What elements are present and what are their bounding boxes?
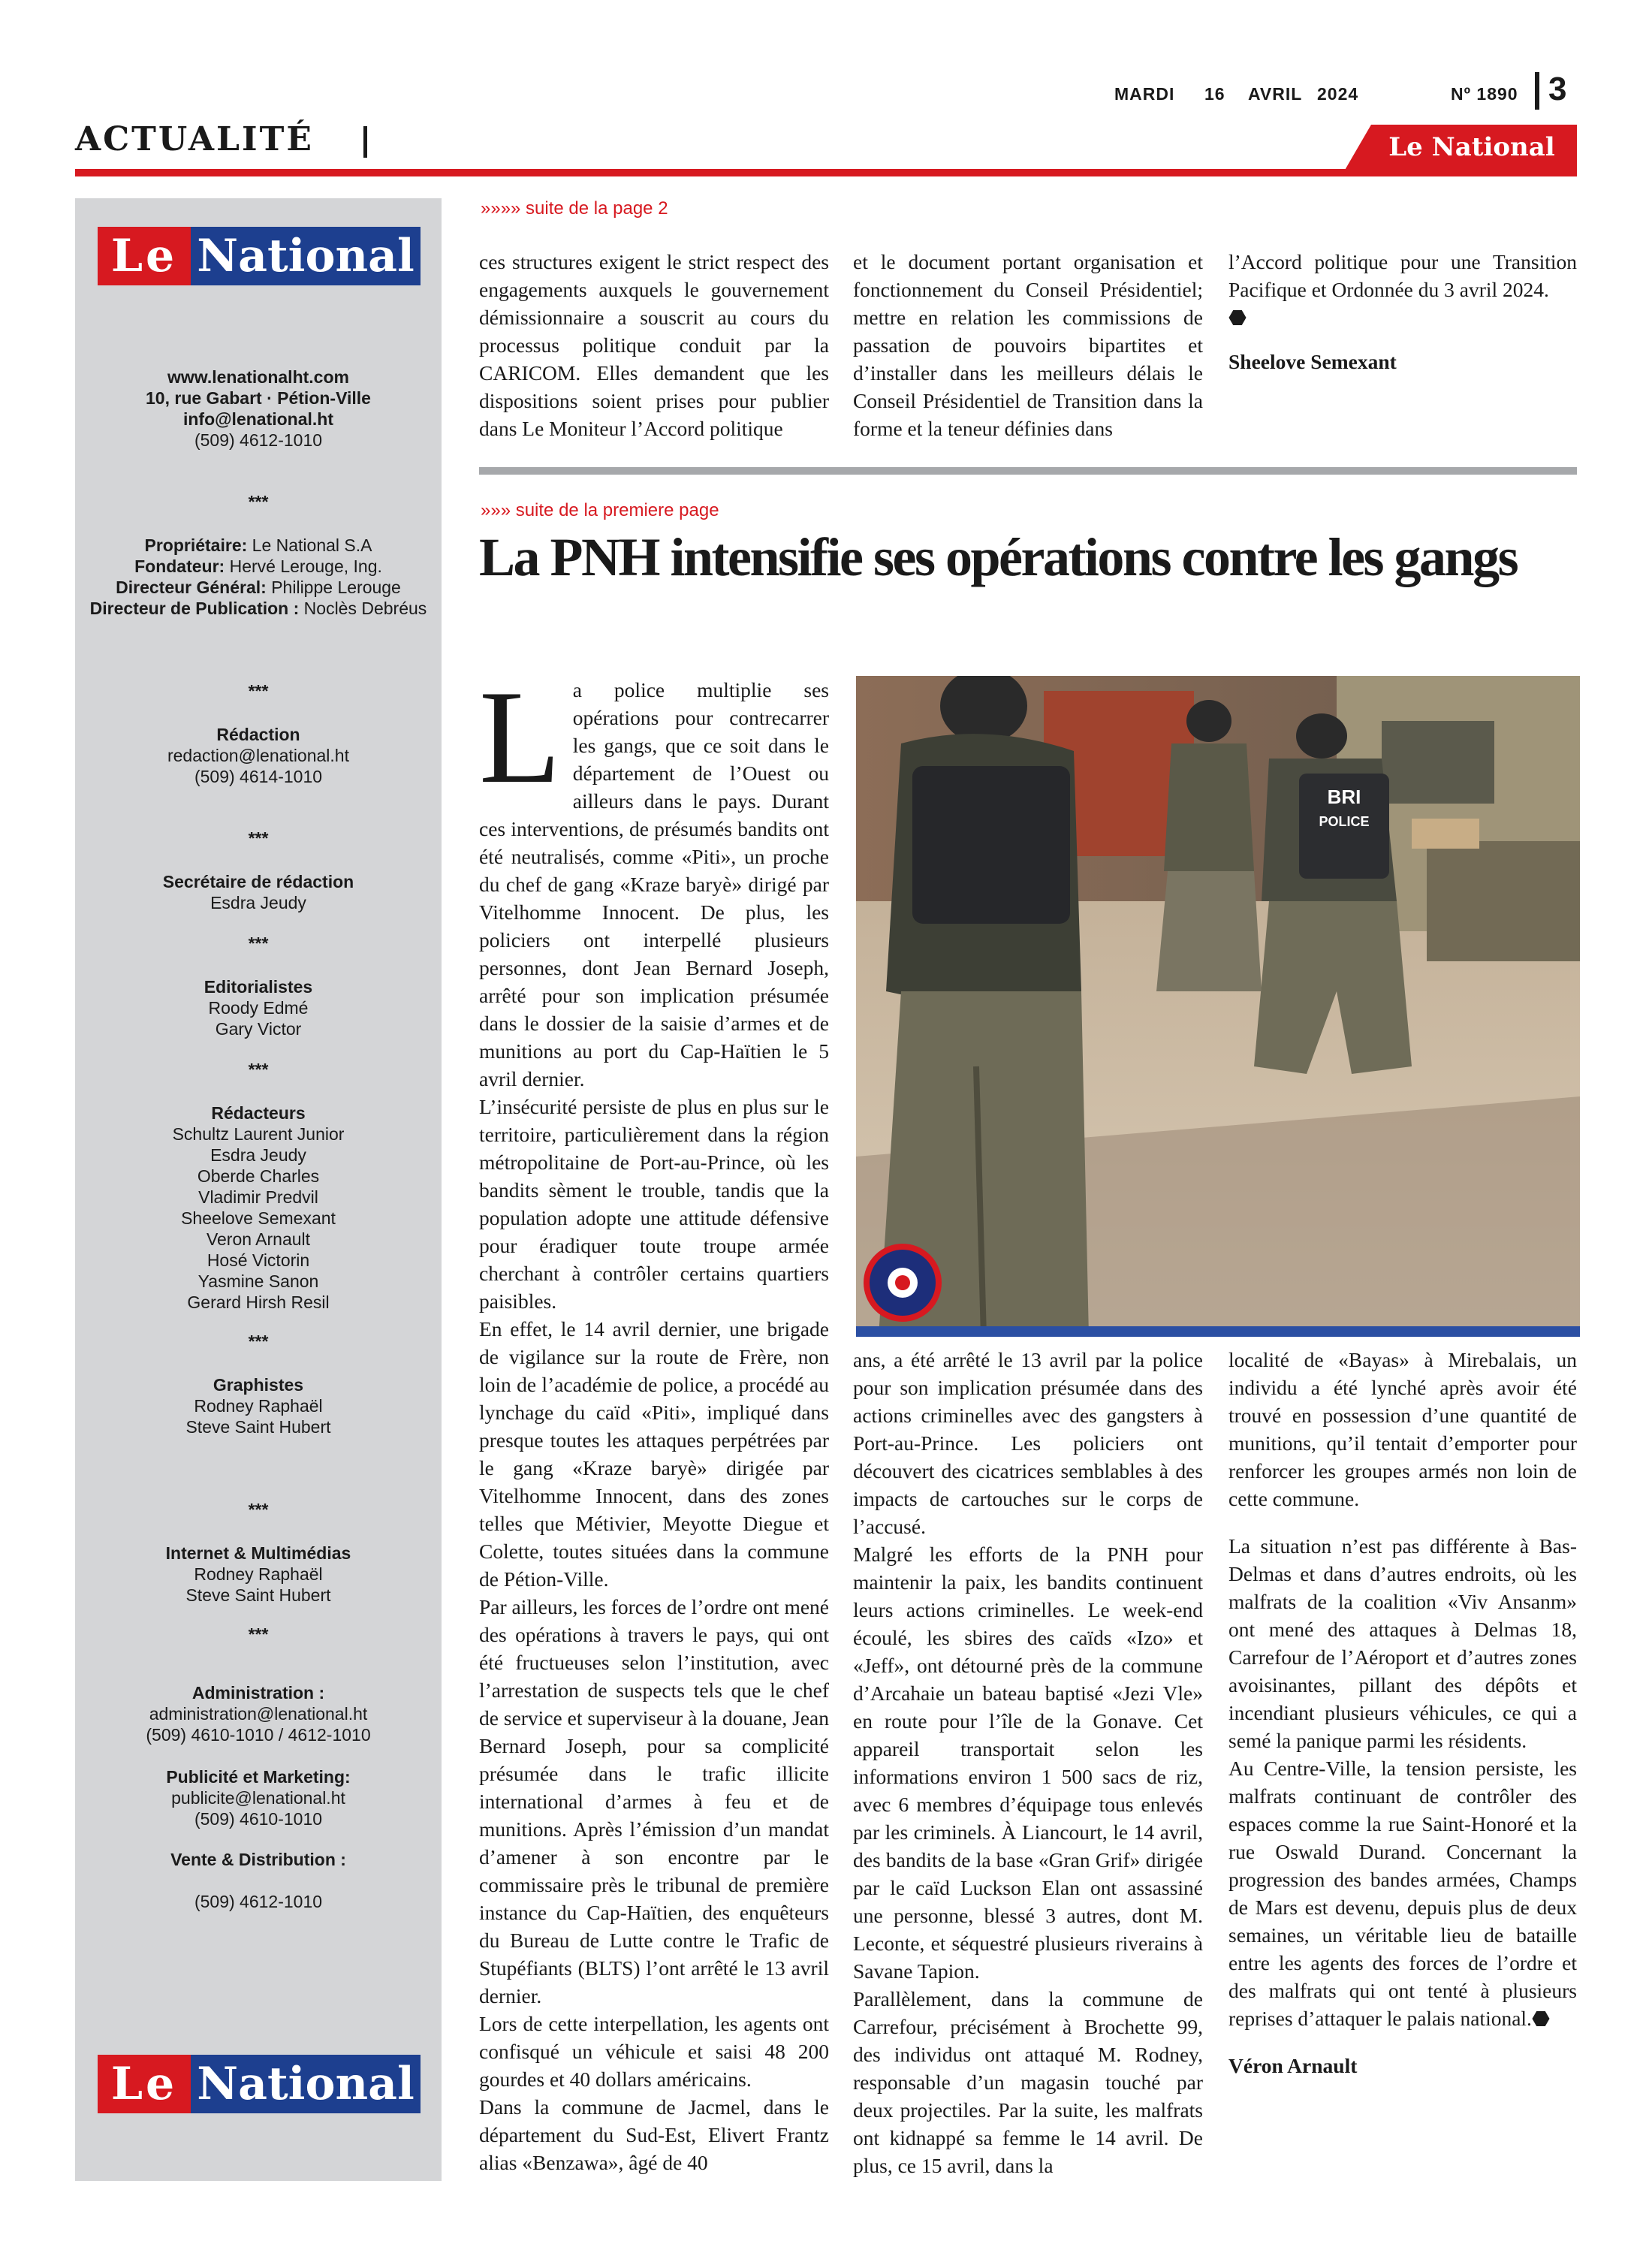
article1-column-1 (479, 248, 829, 442)
graphistes-block (75, 1374, 442, 1437)
redaction-label: Rédaction (216, 725, 300, 744)
article2-text: localité de «Bayas» à Mirebalais, un individu a été lynché après avoir été trouvé en possession d’une quantité de munitions, qu’il tentait d’emporter pour renforcer les groupes armés non loin de cette commune. (1228, 1348, 1577, 1510)
secretaire: Esdra Jeudy (210, 893, 306, 912)
redacteur: Veron Arnault (206, 1229, 311, 1249)
redacteurs-block (75, 1102, 442, 1313)
header-day: MARDI (1114, 84, 1175, 104)
section-label: ACTUALITÉ (75, 120, 314, 158)
article-headline: La PNH intensifie ses opérations contre les gangs (479, 527, 1518, 587)
dp: Noclès Debréus (303, 599, 427, 618)
pub-label: Publicité et Marketing: (166, 1767, 351, 1787)
article2-column-2 (853, 1346, 1203, 2179)
pub-phone: (509) 4610-1010 (194, 1809, 323, 1829)
redacteur: Schultz Laurent Junior (172, 1124, 345, 1144)
brand-tab-label: Le National (1388, 132, 1555, 162)
article2-text: Lors de cette interpellation, les agents ont confisqué un véhicule et saisi 48 200 gourdes et 40 dollars américains. (479, 2012, 829, 2091)
logo-national: National (191, 227, 421, 285)
end-mark: ⬣ (1531, 2007, 1550, 2030)
separator: *** (248, 933, 269, 953)
separator: *** (248, 1060, 269, 1079)
editorialistes-block (75, 976, 442, 1039)
pub-email: publicite@lenational.ht (171, 1788, 345, 1808)
pnh-emblem (867, 1247, 939, 1319)
vest-label: BRI (1327, 786, 1361, 808)
header-year: 2024 (1317, 84, 1359, 104)
article-photo (856, 676, 1580, 1337)
proprietaire-label: Propriétaire: (144, 535, 248, 555)
end-mark: ⬣ (1228, 306, 1247, 329)
dg: Philippe Lerouge (271, 578, 401, 597)
admin-phone: (509) 4610-1010 / 4612-1010 (146, 1725, 371, 1745)
redaction-block (75, 724, 442, 787)
section-bar (363, 126, 367, 158)
fondateur-label: Fondateur: (134, 556, 225, 576)
internet-member: Steve Saint Hubert (185, 1585, 331, 1605)
secretaire-block (75, 871, 442, 913)
admin-label: Administration : (191, 1683, 325, 1703)
dp-label: Directeur de Publication : (89, 599, 300, 618)
article1-column-3 (1228, 248, 1577, 376)
redacteur: Vladimir Predvil (198, 1187, 318, 1207)
logo-top (98, 227, 421, 285)
separator: *** (248, 1500, 269, 1519)
editorialiste: Roody Edmé (208, 998, 309, 1018)
header-month: AVRIL (1248, 84, 1303, 104)
redacteur: Hosé Victorin (206, 1250, 310, 1270)
internet-member: Rodney Raphaël (194, 1564, 323, 1584)
internet-label: Internet & Multimédias (165, 1543, 351, 1563)
address: 10, rue Gabart · Pétion-Ville (146, 388, 371, 408)
officer-left (879, 676, 1089, 1337)
logo-national: National (191, 2055, 421, 2113)
redacteur: Gerard Hirsh Resil (187, 1292, 330, 1312)
vente-block (75, 1849, 442, 1912)
article2-text: L’insécurité persiste de plus en plus sur le territoire, particulièrement dans la région métropolitaine de Port-au-Prince, où les bandits sèment le trouble, tandis que la population adopte une attitude défensive pour éradiquer toute troupe armée cherchant à contrôler certains quartiers paisibles. (479, 1095, 829, 1313)
logo-bottom (98, 2055, 421, 2113)
article2-column-3 (1228, 1346, 1577, 2080)
graphiste: Steve Saint Hubert (185, 1417, 331, 1437)
article1-column-2 (853, 248, 1203, 442)
publicite-block (75, 1766, 442, 1829)
drop-cap: L (479, 662, 561, 811)
internet-block (75, 1543, 442, 1606)
dg-label: Directeur Général: (116, 578, 267, 597)
page-number: 3 (1548, 71, 1567, 107)
photo-border (856, 1326, 1580, 1337)
article2-text: Dans la commune de Jacmel, dans le département du Sud-Est, Elivert Frantz alias «Benzawa», âgé de 40 (479, 2095, 829, 2174)
fondateur: Hervé Lerouge, Ing. (229, 556, 382, 576)
article1-text: l’Accord politique pour une Transition Pacifique et Ordonnée du 3 avril 2024. (1228, 250, 1577, 301)
separator: *** (248, 828, 269, 848)
admin-email: administration@lenational.ht (149, 1704, 368, 1724)
administration-block (75, 1682, 442, 1745)
article2-author: Véron Arnault (1228, 2054, 1358, 2077)
article2-column-1 (479, 662, 829, 2176)
vente-label: Vente & Distribution : (170, 1850, 346, 1869)
redacteur: Esdra Jeudy (210, 1145, 306, 1165)
officer-back (1156, 700, 1262, 991)
header-date-day: 16 (1204, 84, 1225, 104)
vente-phone: (509) 4612-1010 (194, 1892, 323, 1911)
article2-text: Malgré les efforts de la PNH pour maintenir la paix, les bandits continuent leurs actions criminelles. Le week-end écoulé, les sbires des caïds «Izo» et «Jeff», ont détourné près de la commune d’Arcahaie un bateau baptisé «Jezi Vle» en route pour l’île de la Gonave. Cet appareil transportait selon les informations environ 1 500 sacs de riz, avec 6 membres d’équipage tous enlevés par les criminels. À Liancourt, le 14 avril, des bandits de la base «Gran Grif» dirigée par le caïd Luckson Elan ont assassiné une personne, blessé 3 autres, dont M. Leconte, et séquestré plusieurs riverains à Savane Tapion. (853, 1543, 1203, 1983)
issue-number: Nº 1890 (1451, 84, 1518, 104)
article1-author: Sheelove Semexant (1228, 350, 1397, 373)
redacteurs-label: Rédacteurs (211, 1103, 306, 1123)
article1-text: et le document portant organisation et fonctionnement du Conseil Présidentiel; mettre en relation les commissions de passation de pouvoirs bipartites et d’installer dans les meilleurs délais le Conseil Présidentiel de Transition dans la forme et la teneur définies dans (853, 250, 1203, 440)
redacteur: Oberde Charles (197, 1166, 320, 1186)
continuation-marker: »»» suite de la premiere page (481, 500, 719, 520)
article2-text: ans, a été arrêté le 13 avril par la police pour son implication présumée dans des actions criminelles avec des gangsters à Port-au-Prince. Les policiers ont découvert des cicatrices semblables à des impacts de cartouches sur le corps de l’accusé. (853, 1348, 1203, 1538)
logo-le: Le (98, 227, 191, 285)
article2-text: Parallèlement, dans la commune de Carrefour, précisément à Brochette 99, des individus ont attaqué M. Rodney, responsable d’un magasin touché par deux projectiles. Par la suite, les malfrats ont kidnappé sa femme le 14 avril. De plus, ce 15 avril, dans la (853, 1987, 1203, 2177)
article2-text: La situation n’est pas différente à Bas-Delmas et dans d’autres endroits, où les malfrats de la coalition «Viv Ansanm» ont mené des attaques à Delmas 18, Carrefour de l’Aéroport et d’autres zones avoisinantes, pillant des dépôts et incendiant plusieurs véhicules, ce qui a semé la panique parmi les résidents. (1228, 1534, 1577, 1752)
header-separator (1535, 72, 1539, 110)
article2-text: Au Centre-Ville, la tension persiste, les malfrats continuant de contrôler des espaces comme la rue Saint-Honoré et la rue Oswald Durand. Concernant la progression des bandes armées, Champs de Mars est devenu, depuis plus de deux semaines, un véritable lieu de bataille entre les agents des forces de l’ordre et des malfrats qui ont tenté à plusieurs reprises d’attaquer le palais national. (1228, 1757, 1577, 2030)
separator: *** (248, 492, 269, 511)
editorialiste: Gary Victor (215, 1019, 302, 1039)
contact-phone: (509) 4612-1010 (194, 430, 323, 450)
article1-text: ces structures exigent le strict respect des engagements auxquels le gouvernement démissionnaire a souscrit au cours du processus politique conduit par la CARICOM. Elles demandent que les dispositions soient prises pour publier dans Le Moniteur l’Accord politique (479, 250, 829, 440)
separator: *** (248, 681, 269, 701)
website: www.lenationalht.com (167, 367, 349, 387)
article-divider (479, 467, 1577, 475)
separator: *** (248, 1332, 269, 1351)
editorialistes-label: Editorialistes (203, 977, 313, 997)
logo-le: Le (98, 2055, 191, 2113)
proprietaire: Le National S.A (252, 535, 372, 555)
header-rule (75, 169, 1577, 176)
contact-block (75, 366, 442, 451)
contact-email: info@lenational.ht (182, 409, 334, 429)
secretaire-label: Secrétaire de rédaction (162, 872, 354, 891)
redaction-phone: (509) 4614-1010 (194, 767, 323, 786)
vest-label: POLICE (1319, 814, 1370, 829)
separator: *** (248, 1624, 269, 1644)
graphistes-label: Graphistes (213, 1375, 304, 1395)
redacteur: Sheelove Semexant (181, 1208, 336, 1228)
article2-text: a police multiplie ses opérations pour contrecarrer les gangs, que ce soit dans le département de l’Ouest ou ailleurs dans le pays. Durant ces interventions, de présumés bandits ont été neutralisés, comme «Piti», un proche du chef de gang «Kraze baryè» dirigé par Vitelhomme Innocent. De plus, les policiers ont interpellé plusieurs personnes, dont Jean Bernard Joseph, arrêté pour son implication présumée dans le dossier de la saisie d’armes et de munitions au port du Cap-Haïtien le 5 avril dernier. (479, 678, 829, 1090)
continuation-marker: »»»» suite de la page 2 (481, 198, 668, 219)
article2-text: En effet, le 14 avril dernier, une brigade de vigilance sur la route de Frère, non loin de l’académie de police, a procédé au lynchage du caïd «Piti», impliqué dans presque toutes les attaques perpétrées par le gang «Kraze baryè» dirigée par Vitelhomme Innocent, dans des zones telles que Métivier, Meyotte Diegue et Colette, toutes situées dans la commune de Pétion-Ville. (479, 1317, 829, 1591)
article2-text: Par ailleurs, les forces de l’ordre ont mené des opérations à travers le pays, qui ont été fructueuses selon l’institution, avec l’arrestation de suspects tels que le chef de service et superviseur à la douane, Jean Bernard Joseph, pour sa complicité présumée dans le trafic illicite international d’armes à feu et de munitions. Après l’émission d’un mandat d’amener à son encontre par le commissaire près le tribunal de première instance du Cap-Haïtien, des enquêteurs du Bureau de Lutte contre le Trafic de Stupéfiants (BLTS) l’ont arrêté le 13 avril dernier. (479, 1595, 829, 2007)
graphiste: Rodney Raphaël (194, 1396, 323, 1416)
redacteur: Yasmine Sanon (197, 1271, 319, 1291)
ownership-block (75, 535, 442, 619)
redaction-email: redaction@lenational.ht (167, 746, 349, 765)
